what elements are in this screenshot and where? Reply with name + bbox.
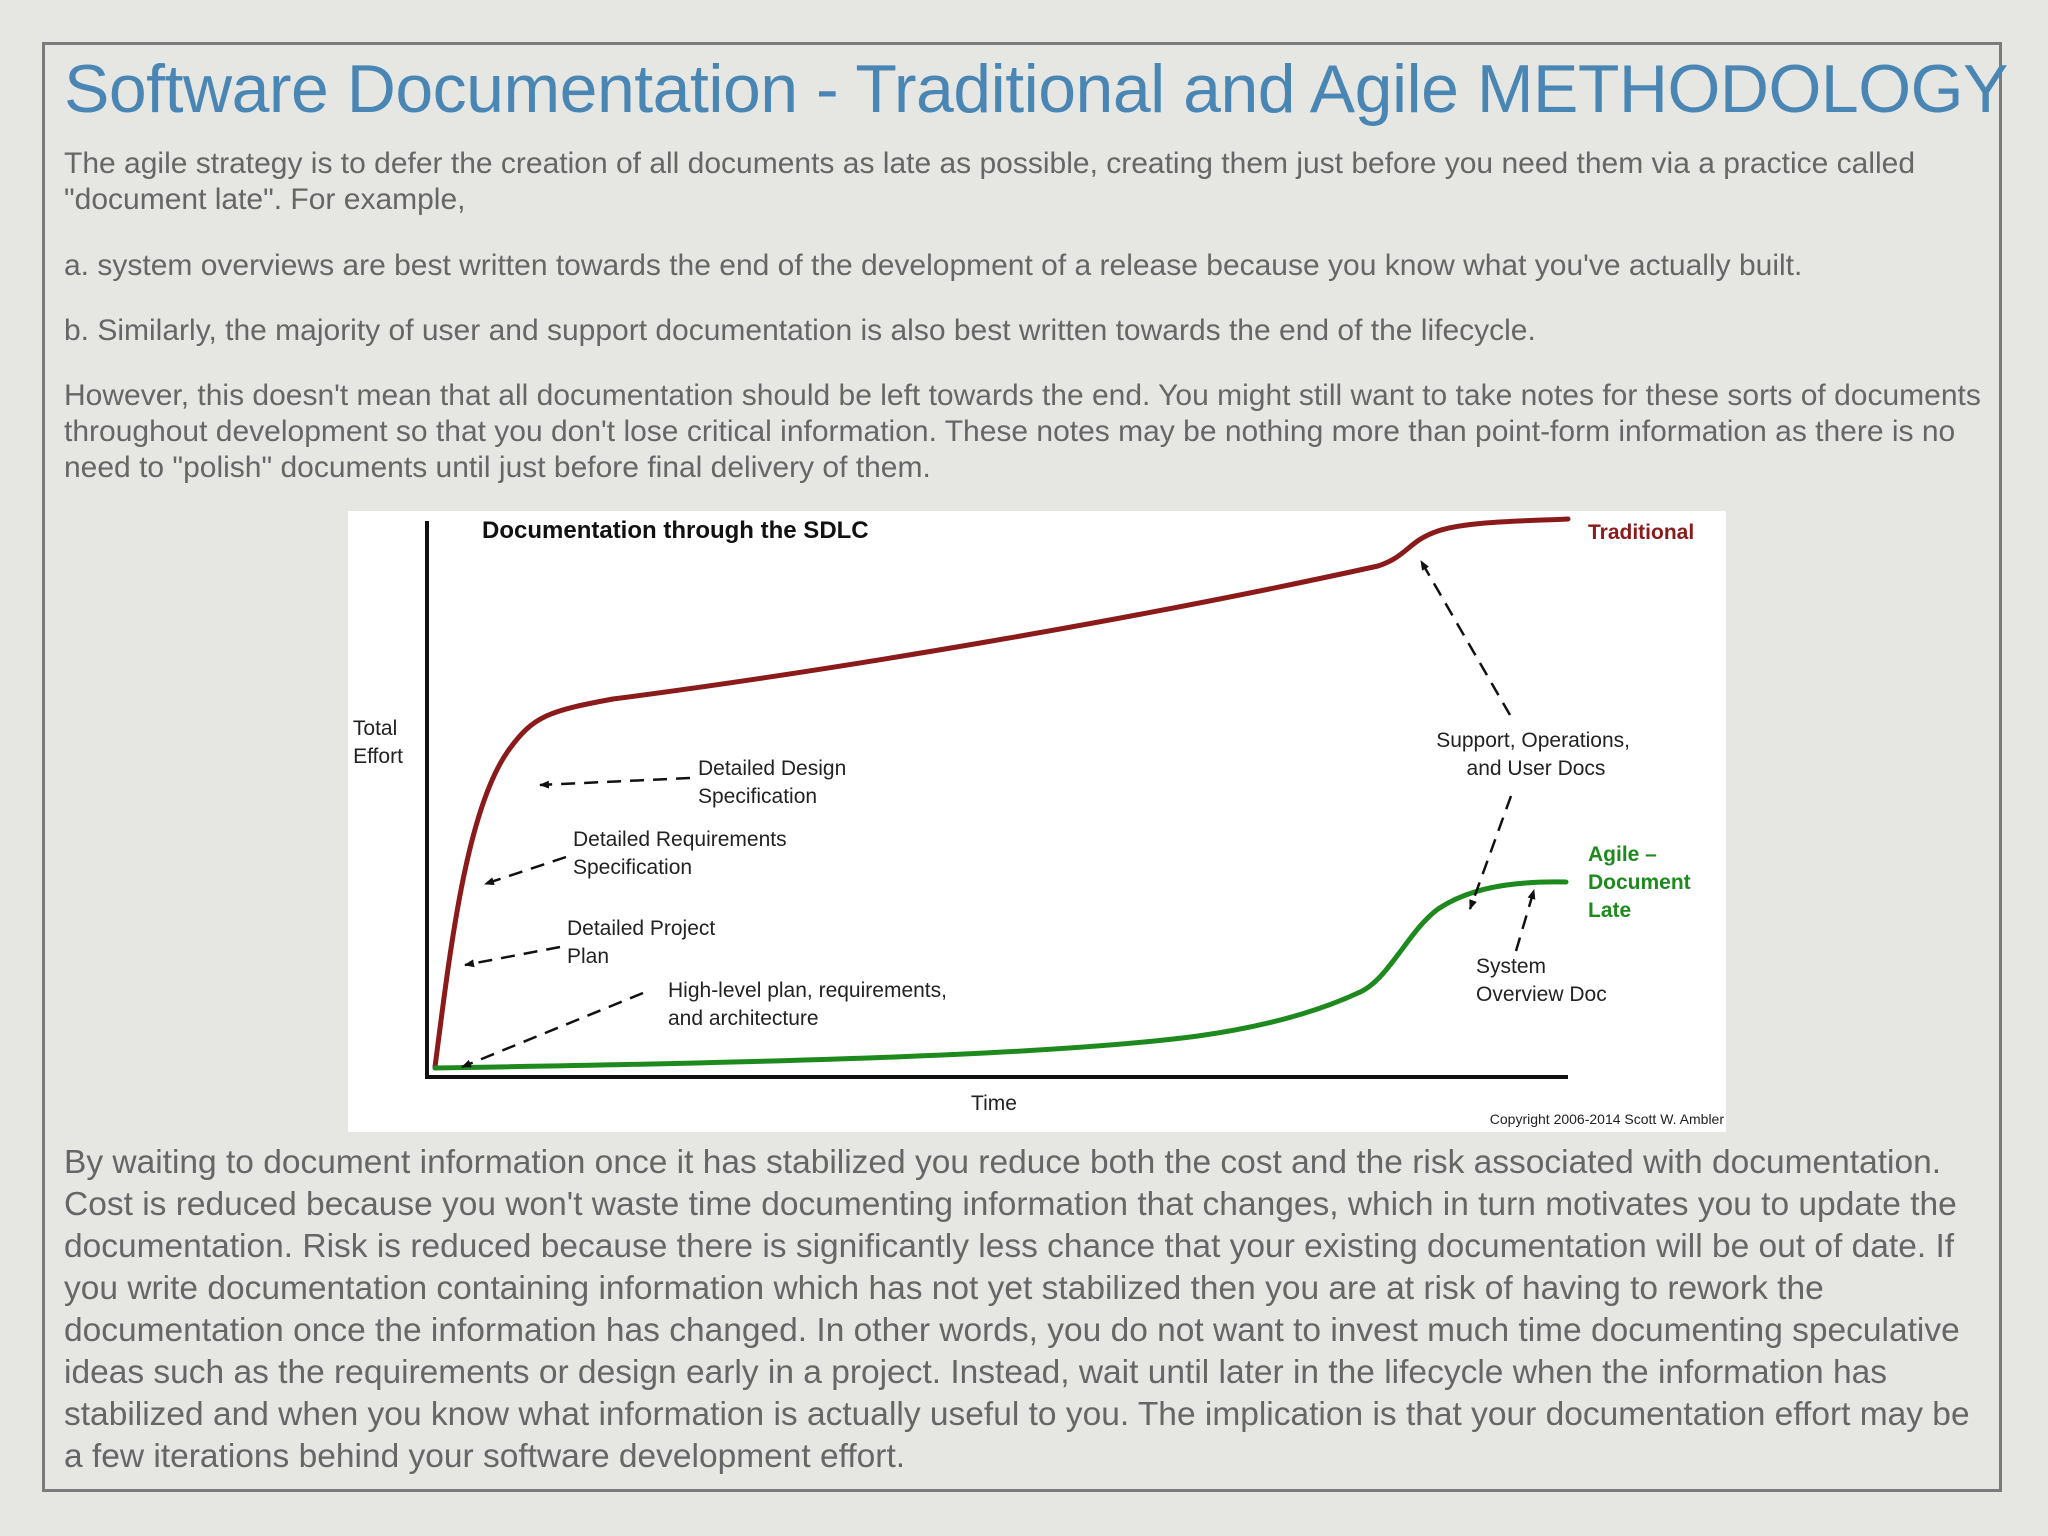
intro-paragraph: The agile strategy is to defer the creation of all documents as late as possible, creating them just before you need them via a practice called "document late". For example,: [64, 147, 1916, 216]
chart-title: Documentation through the SDLC: [482, 517, 869, 544]
arrow-detailed-requirements: [485, 857, 566, 884]
arrow-high-level-plan: [462, 993, 643, 1067]
annotation-detailed-requirements: Detailed Requirements Specification: [573, 828, 787, 879]
annotation-high-level-plan: High-level plan, requirements, and architecture: [668, 979, 947, 1030]
arrow-detailed-design: [540, 778, 690, 785]
conclusion-paragraph: By waiting to document information once it has stabilized you reduce both the cost and the risk associated with documentation. Cost is reduced because you won't waste time documenting information that changes, which in turn motivates you to update the documentation. Risk is reduced because there is significantly less chance that your existing documentation will be out of date. If you write documentation containing information which has not yet stabilized then you are at risk of having to rework the documentation once the information has changed. In other words, you do not want to invest much time documenting speculative ideas such as the requirements or design early in a project. Instead, wait until later in the lifecycle when the information has stabilized and when you know what information is actually useful to you. The implication is that your documentation effort may be a few iterations behind your software development effort.: [64, 1144, 1970, 1475]
agile-label: Agile – Document Late: [1588, 843, 1691, 922]
agile-curve: [435, 882, 1566, 1068]
annotation-detailed-project-plan: Detailed Project Plan: [567, 917, 716, 968]
point-b-paragraph: b. Similarly, the majority of user and support documentation is also best written towards the end of the lifecycle.: [64, 314, 1536, 347]
arrow-system-overview: [1516, 890, 1534, 951]
y-axis-label: Total Effort: [352, 717, 403, 768]
slide-title: Software Documentation - Traditional and Agile METHODOLOGY: [64, 51, 2008, 127]
annotation-detailed-design: Detailed Design Specification: [698, 757, 847, 808]
traditional-curve: [435, 519, 1568, 1067]
arrow-support-ops-down: [1470, 796, 1511, 909]
sdlc-chart-svg: [348, 511, 1726, 1132]
traditional-label: Traditional: [1588, 521, 1695, 544]
copyright-label: Copyright 2006-2014 Scott W. Ambler: [1489, 1111, 1724, 1127]
sdlc-chart: [348, 511, 1726, 1132]
annotation-system-overview: System Overview Doc: [1476, 955, 1607, 1006]
x-axis-label: Time: [971, 1092, 1017, 1115]
point-a-paragraph: a. system overviews are best written towards the end of the development of a release because you know what you've actually built.: [64, 249, 1803, 282]
arrow-support-ops-up: [1421, 561, 1510, 715]
arrow-detailed-project-plan: [465, 947, 560, 965]
annotation-support-ops: Support, Operations, and User Docs: [1436, 729, 1630, 780]
however-paragraph: However, this doesn't mean that all documentation should be left towards the end. You might still want to take notes for these sorts of documents throughout development so that you don't lose critical information. These notes may be nothing more than point-form information as there is no need to "polish" documents until just before final delivery of them.: [64, 379, 1981, 484]
